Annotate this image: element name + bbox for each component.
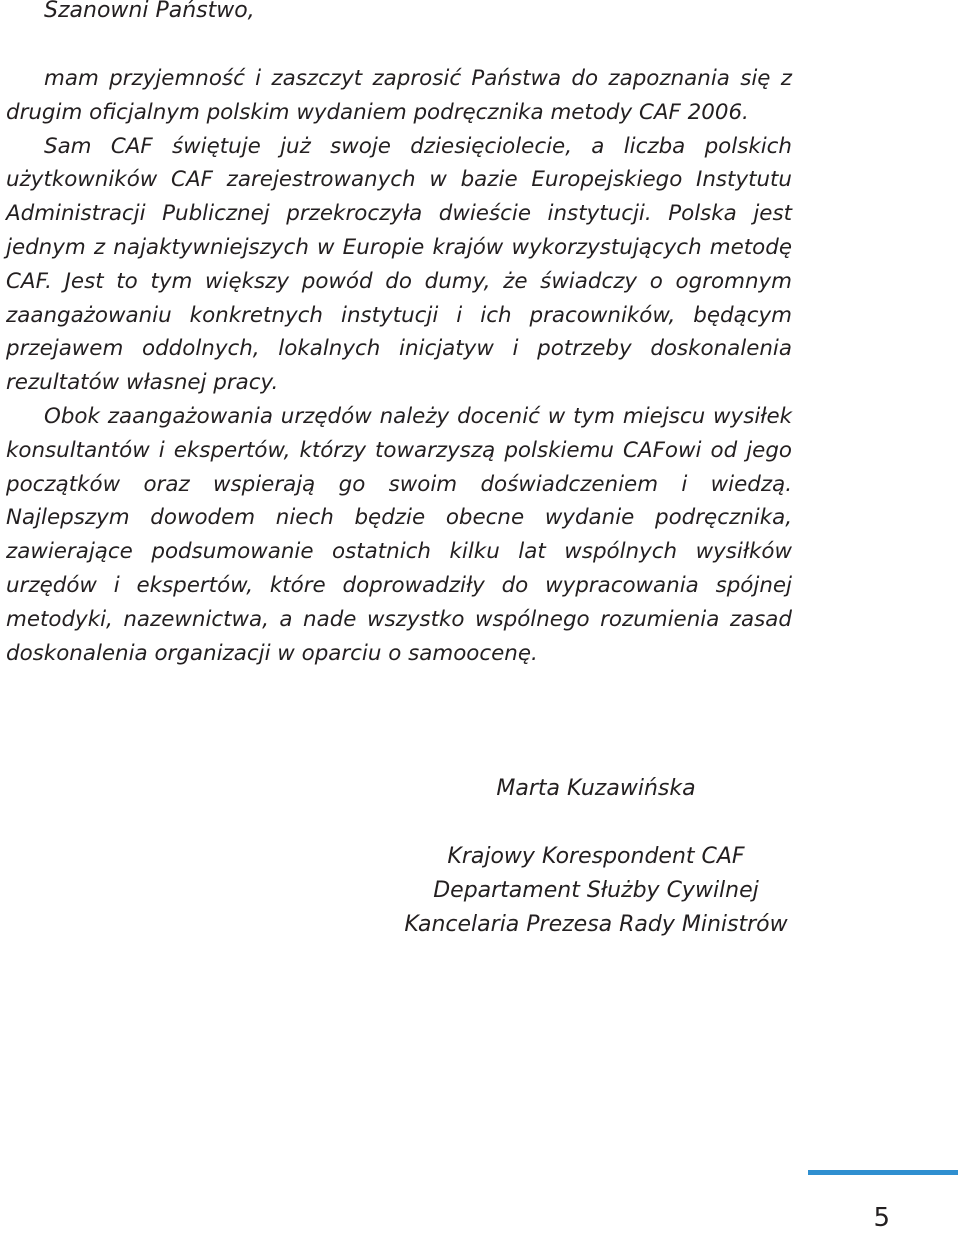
paragraph-caf-users: Sam CAF świętuje już swoje dziesięciolecie, a liczba polskich użytkowników CAF zarejestrowanych w bazie Europejskiego Instytutu Administracji Publicznej przekroczyła dwieście instytucji. Polska jest jednym z najaktywniejszych w Europie krajów wykorzystujących metodę CAF. Jest to tym większy powód do dumy, że świadczy o ogromnym zaangażowaniu konkretnych instytucji i ich pracowników, będącym przejawem oddolnych, lokalnych inicjatyw i potrzeby doskonalenia rezultatów własnej pracy. <box>6 133 792 396</box>
signature-name: Marta Kuzawińska <box>496 776 696 801</box>
signature-role-title: Krajowy Korespondent CAF <box>447 844 745 869</box>
paragraph-experts: Obok zaangażowania urzędów należy docenić w tym miejscu wysiłek konsultantów i ekspertów, którzy towarzyszą polskiemu CAFowi od jego początków oraz wspierają go swoim doświadczeniem i wiedzą. Najlepszym dowodem niech będzie obecne wydanie podręcznika, zawierające podsumowanie ostatnich kilku lat wspólnych wysiłków urzędów i ekspertów, które doprowadziły do wypracowania spójnej metodyki, nazewnictwa, a nade wszystko wspólnego rozumienia zasad doskonalenia organizacji w oparciu o samoocenę. <box>6 403 792 666</box>
letter-body <box>6 62 792 670</box>
signature-department: Departament Służby Cywilnej <box>433 878 759 903</box>
footer-accent-rule <box>808 1170 958 1175</box>
page-number: 5 <box>873 1203 890 1233</box>
signature-chancellery: Kancelaria Prezesa Rady Ministrów <box>404 912 788 937</box>
salutation: Szanowni Państwo, <box>44 0 255 23</box>
signature-role <box>396 840 796 942</box>
paragraph-invitation: mam przyjemność i zaszczyt zaprosić Państwa do zapoznania się z drugim oficjalnym polskim wydaniem podręcznika metody CAF 2006. <box>6 66 792 125</box>
